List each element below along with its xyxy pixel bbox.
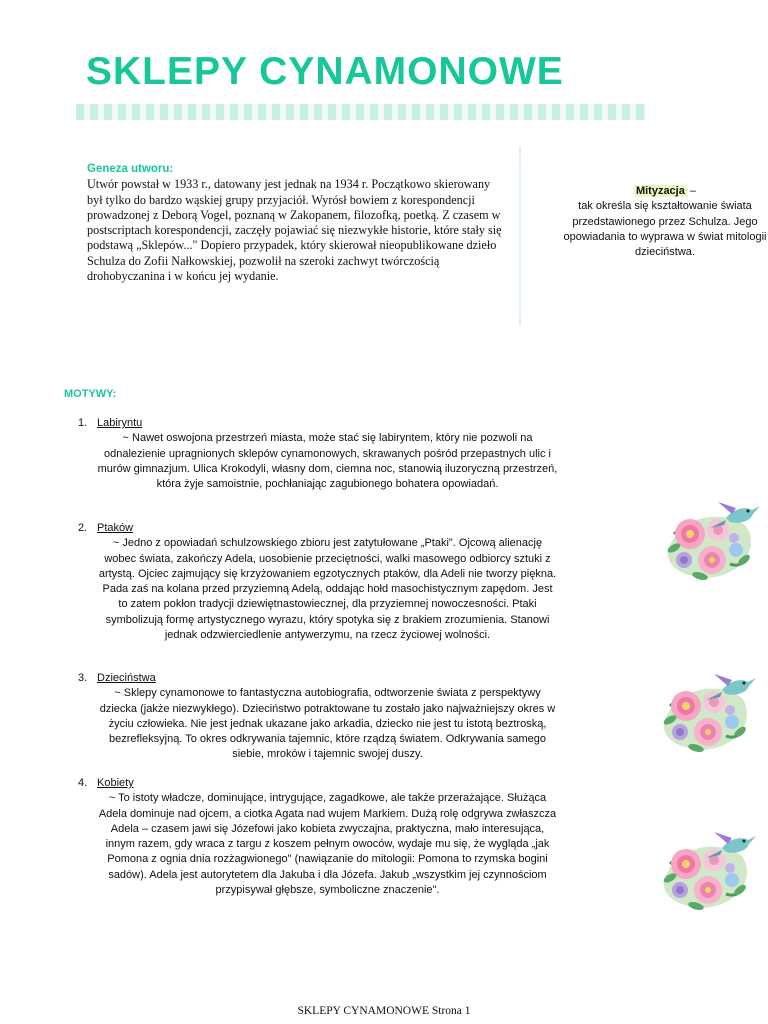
motif-text: ~ Jedno z opowiadań schulzowskiego zbioru jest zatytułowane „Ptaki". Ojcową alienację wobec świata, zakończy Adela, uosobienie przeciętności, walki masowego odbiorcy sztuki z artystą. Ojciec zajmujący się krzyżowaniem egzotycznych ptaków, dla Adeli nie tworzy piękna. Pada zaś na kolana przed przyziemną Adelą, oddając hołd masochistycznym zapędom. Jest to zatem pokłon tradycji dziewiętnastowiecznej, dla przyziemnej nowoczesności. Ptaki symbolizują formę artystycznego wyrazu, który spotyka się z brakiem zrozumienia. Stanowi jednak odzwierciedlenie antywerzymu, na rzecz życiowej wolności.	[98, 537, 557, 642]
motifs-heading: MOTYWY:	[64, 388, 117, 400]
motif-item	[78, 671, 558, 763]
motif-item	[78, 521, 558, 643]
motif-text: ~ Nawet oswojona przestrzeń miasta, może stać się labiryntem, który nie pozwoli na odnalezienie upragnionych sklepów cynamonowych, skrawanych pośród przepastnych ulic i murów gimnazjum. Ulica Krokodyli, własny dom, ciemna noc, stanowią iluzoryczną przestrzeń, która żyje samoistnie, pochłaniając zagubionego bohatera opowiadań.	[97, 432, 558, 491]
title-underline-bar	[76, 104, 646, 120]
column-divider	[519, 146, 521, 326]
page-footer: SKLEPY CYNAMONOWE Strona 1	[297, 1005, 471, 1017]
motif-item	[78, 416, 558, 492]
motif-number: 3.	[78, 672, 88, 684]
flowers-hummingbird-icon	[656, 666, 760, 758]
motif-name: Dzieciństwa	[97, 672, 156, 684]
motif-number: 2.	[78, 522, 88, 534]
flowers-hummingbird-icon	[656, 824, 760, 916]
side-note	[560, 184, 768, 260]
document-title: SKLEPY CYNAMONOWE	[86, 50, 564, 93]
motif-text: ~ To istoty władcze, dominujące, intrygujące, zagadkowe, ale także przerażające. Służąca Adela dominuje nad ojcem, a ciotka Agata nad wujem Markiem. Dużą rolę odgrywa zwłaszcza Adela – czasem jawi się Józefowi jako kobieta zwyczajna, praktyczna, mało interesująca, innym razem, gdy wraca z targu z koszem pełnym owoców, wydaje mu się, że wygląda „jak Pomona z ognia dnia rozżagwionego" (nawiązanie do mitologii: Pomona to rzymska bogini sadów). Adela jest autorytetem dla Jakuba i dla Józefa. Jakub „wszystkim jej czynnościom przypisywał głębsze, symboliczne znaczenie".	[98, 792, 557, 897]
genesis-section	[87, 162, 507, 284]
motif-text: ~ Sklepy cynamonowe to fantastyczna autobiografia, odtworzenie świata z perspektywy dziecka (jakże niezwykłego). Dzieciństwo potraktowane tu zostało jako najważniejszy okres w życiu człowieka. Nie jest jednak ukazane jako arkadia, dziecko nie jest tu istotą beztroską, bezrefleksyjną. To okres odkrywania tajemnic, które rządzą światem. Odkrywania samego siebie, mroków i tajemnic swojej duszy.	[99, 687, 556, 761]
motif-number: 4.	[78, 777, 88, 789]
motif-name: Ptaków	[97, 522, 134, 534]
motif-name: Kobiety	[97, 777, 134, 789]
side-note-term: Mityzacja	[635, 185, 685, 197]
motif-number: 1.	[78, 417, 88, 429]
side-note-text: tak określa się kształtowanie świata przedstawionego przez Schulza. Jego opowiadania to wyprawa w świat mitologii dzieciństwa.	[563, 200, 767, 259]
side-note-dash: –	[686, 185, 697, 197]
motif-name: Labiryntu	[97, 417, 143, 429]
flowers-hummingbird-icon	[660, 494, 764, 586]
genesis-heading: Geneza utworu:	[87, 163, 174, 175]
genesis-text: Utwór powstał w 1933 r., datowany jest jednak na 1934 r. Początkowo skierowany był tylko do bardzo wąskiej grupy przyjaciół. Wyrósł bowiem z korespondencji prowadzonej z Deborą Vogel, poznaną w Zakopanem, filozofką, poetką. Z czasem w postscriptach korespondencji, zaczęły pojawiać się niezwykłe historie, które stały się podstawą „Sklepów..." Dopiero przypadek, który skierował nieopublikowane dzieło Schulza do Zofii Nałkowskiej, pozwolił na szeroki zachwyt twórczością drohobyczanina i w końcu jej wydanie.	[87, 177, 502, 284]
motif-item	[78, 776, 558, 898]
